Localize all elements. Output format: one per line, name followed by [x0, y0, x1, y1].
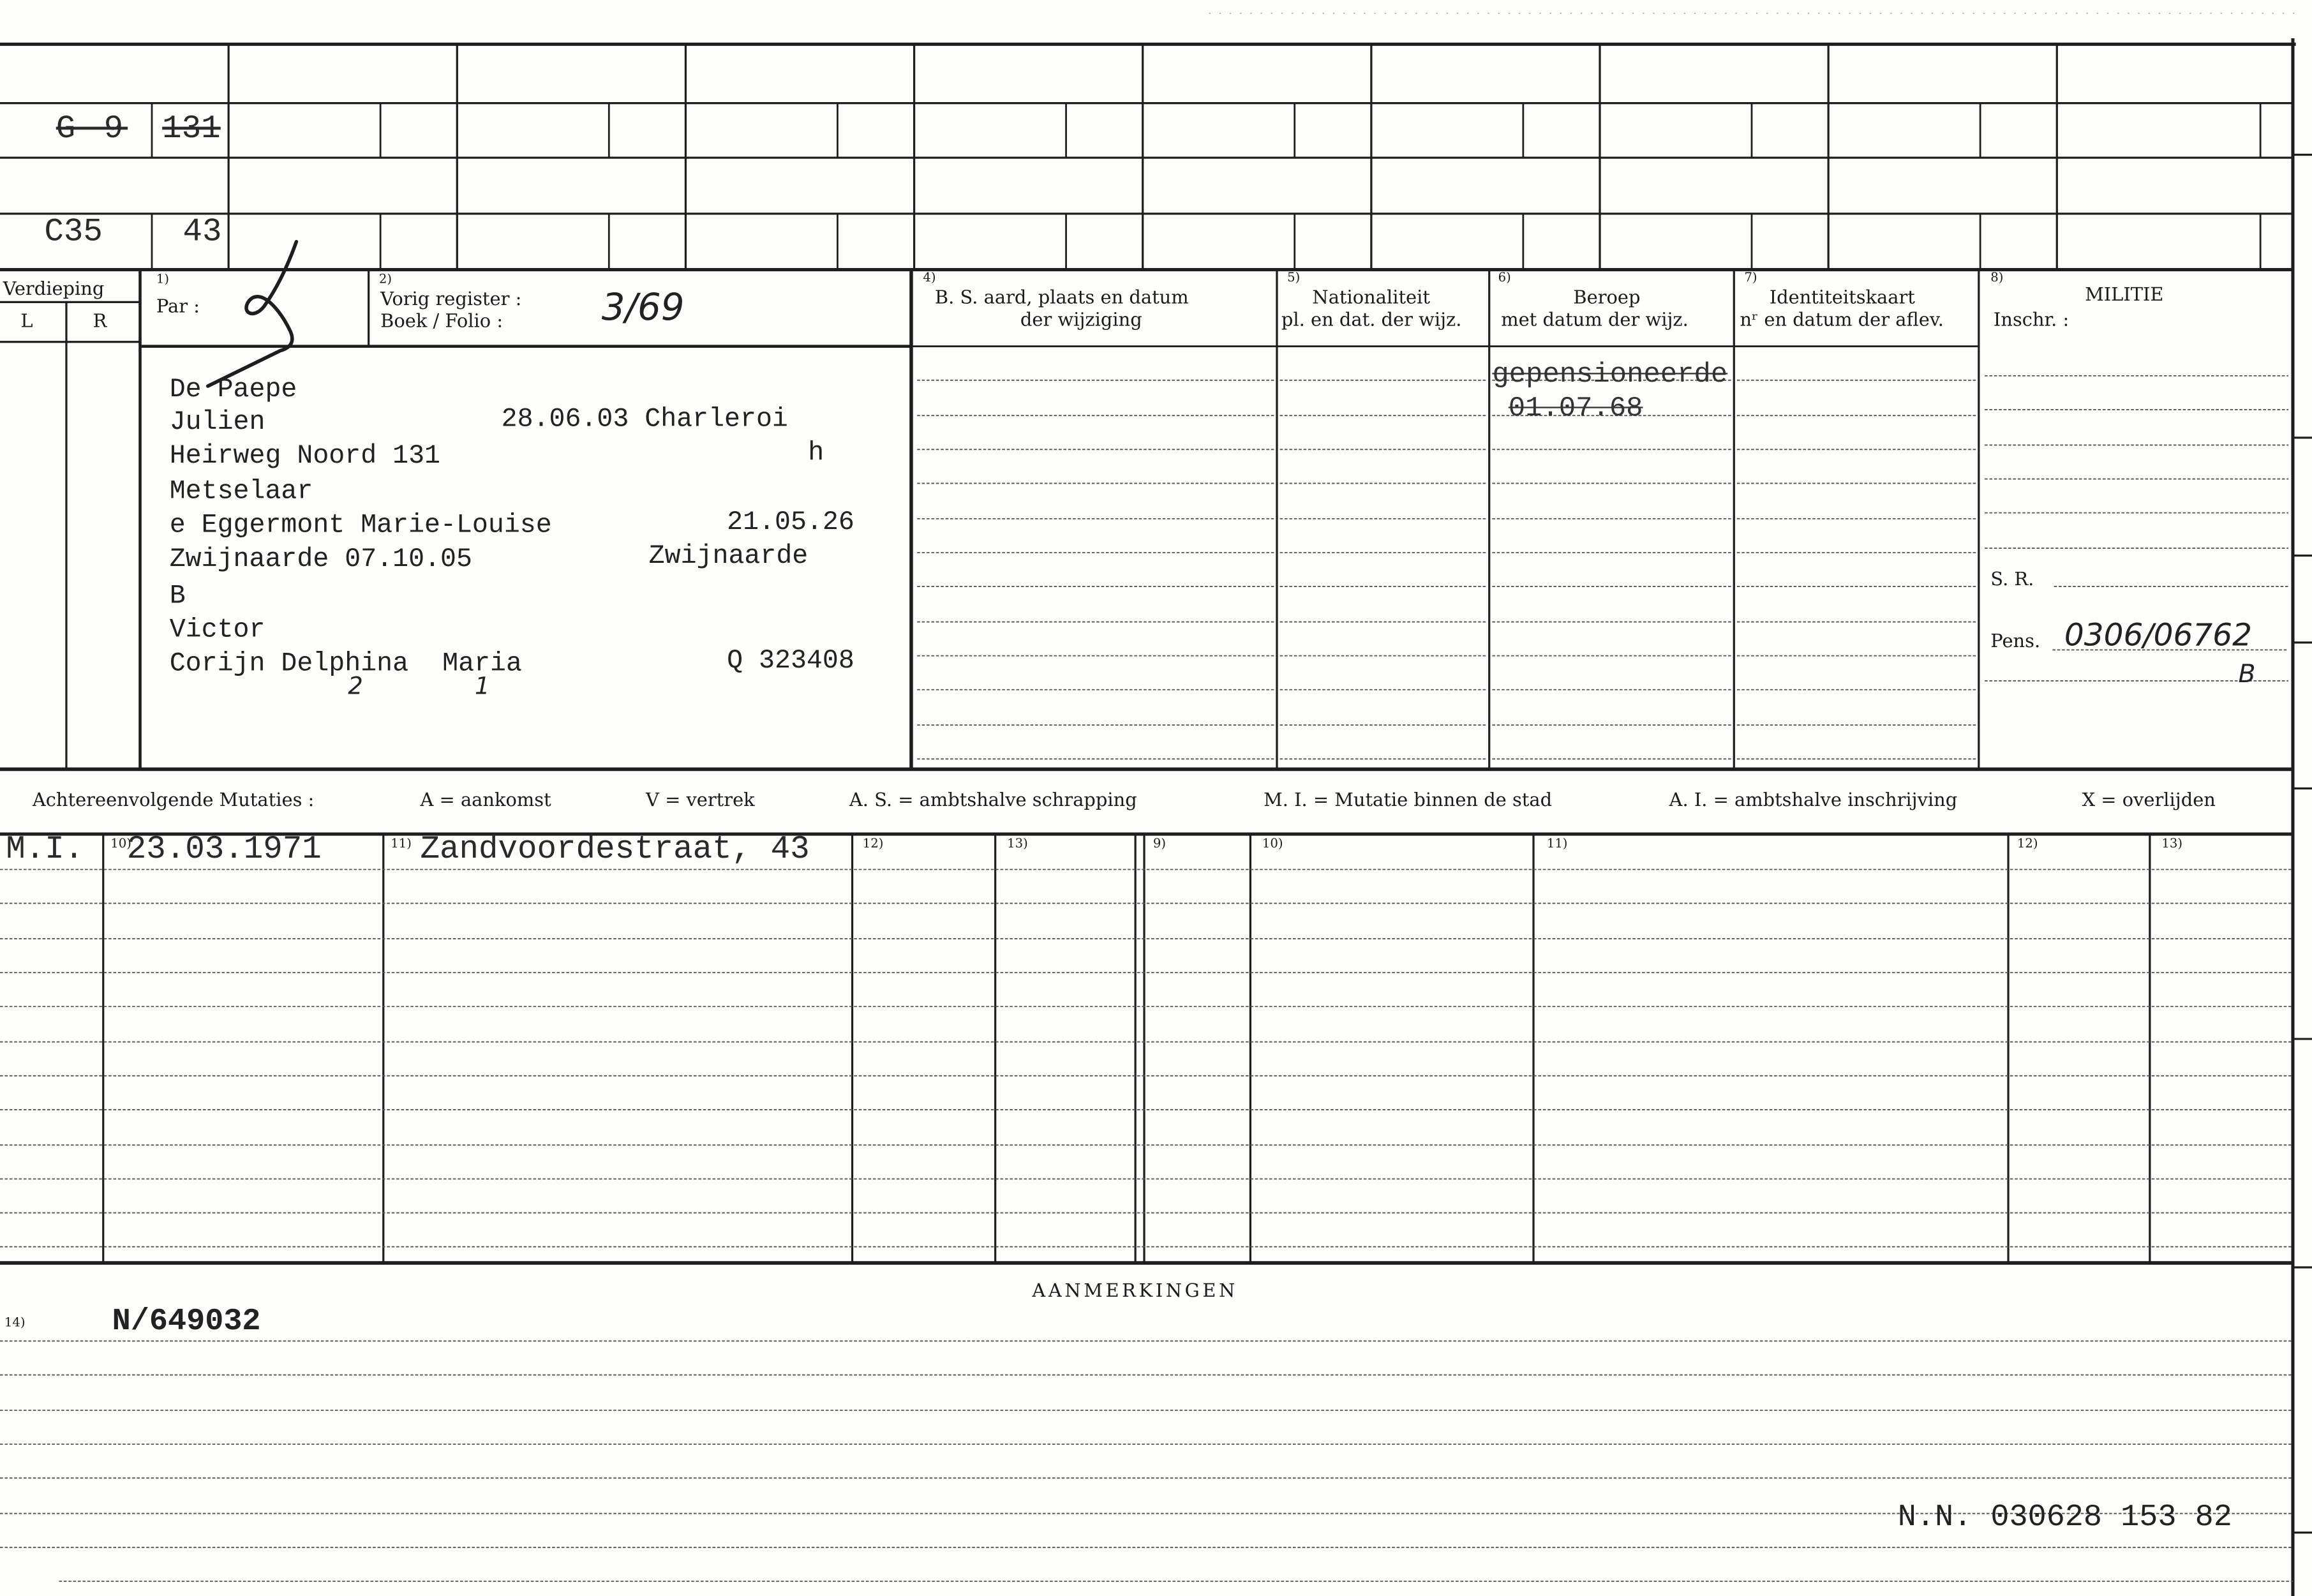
col2-register-label: Vorig register :: [380, 287, 522, 310]
militia-pension-label: Pens.: [1990, 629, 2041, 652]
person-marriage: Zwijnaarde 07.10.05: [169, 545, 472, 575]
mutation-col-number: 10): [1262, 837, 1283, 852]
mutation-col-number: 11): [391, 837, 412, 852]
person-surname: De Paepe: [169, 375, 297, 406]
col1-label: Par :: [156, 294, 200, 317]
col7-number: 7): [1744, 271, 1757, 287]
col4-heading-line1: B. S. aard, plaats en datum: [934, 286, 1189, 308]
mutation-col-number: 12): [2017, 837, 2038, 852]
mutation-type: M.I.: [6, 831, 84, 869]
person-id-number: Q 323408: [727, 646, 854, 676]
col1-number: 1): [156, 272, 170, 288]
person-occupation: Metselaar: [169, 477, 313, 507]
national-number: N.N. 030628 153 82: [1897, 1502, 2232, 1536]
col6-heading-line1: Beroep: [1573, 286, 1641, 308]
col5-heading-line1: Nationaliteit: [1312, 286, 1431, 308]
col4-number: 4): [923, 271, 936, 287]
floor-left-label: L: [20, 309, 33, 332]
remarks-note: N/649032: [112, 1306, 261, 1340]
legend-item-official-removal: A. S. = ambtshalve schrapping: [849, 788, 1137, 811]
handwritten-mark: [208, 242, 297, 386]
top-grid-code-c: C35: [44, 213, 103, 251]
col5-number: 5): [1287, 271, 1301, 287]
person-first-name: Julien: [169, 408, 265, 438]
col4-heading-line2: der wijziging: [1020, 308, 1142, 331]
top-grid-code-b: 131: [162, 110, 221, 147]
mutation-address: Zandvoordestraat, 43: [420, 831, 810, 869]
militia-pension-number: 0306/06762: [2064, 617, 2253, 653]
col6-heading-line2: met datum der wijz.: [1501, 308, 1689, 331]
mutation-col-number: 9): [1152, 837, 1167, 852]
legend-item-death: X = overlijden: [2082, 788, 2216, 811]
col2-folio-label: Boek / Folio :: [380, 309, 503, 332]
mutation-col-number: 11): [1546, 837, 1568, 852]
col8-title: MILITIE: [2085, 283, 2164, 306]
person-birth: 28.06.03 Charleroi: [501, 405, 788, 435]
col2-number: 2): [378, 272, 392, 288]
legend-item-internal-move: M. I. = Mutatie binnen de stad: [1264, 788, 1553, 811]
person-marriage-place: Zwijnaarde: [648, 542, 809, 572]
militia-pension-code: B: [2238, 660, 2256, 690]
militia-sr-label: S. R.: [1990, 567, 2034, 590]
legend-item-arrival: A = aankomst: [420, 788, 551, 811]
person-mother-second-name: Maria: [442, 650, 522, 680]
person-nationality: B: [169, 582, 186, 612]
mutation-col-number: 12): [862, 837, 884, 852]
person-address: Heirweg Noord 131: [169, 442, 441, 472]
person-father: Victor: [169, 616, 265, 646]
person-sex: h: [808, 439, 824, 469]
mutation-col-number: 13): [1007, 837, 1028, 852]
col2-value: 3/69: [601, 286, 685, 329]
top-grid-code-d: 43: [183, 213, 222, 251]
legend-item-official-registration: A. I. = ambtshalve inschrijving: [1669, 788, 1958, 811]
col7-heading-line1: Identiteitskaart: [1769, 286, 1915, 308]
occupation-value: gepensioneerde: [1492, 358, 1728, 391]
floor-right-label: R: [93, 309, 107, 332]
remarks-number: 14): [4, 1316, 26, 1331]
mutation-date: 23.03.1971: [126, 831, 322, 869]
col5-heading-line2: pl. en dat. der wijz.: [1281, 308, 1462, 331]
handwritten-order-mark-2: 2: [348, 672, 363, 700]
col7-heading-line2: nʳ en datum der aflev.: [1740, 308, 1944, 331]
person-spouse-birth-date: 21.05.26: [727, 508, 854, 538]
person-spouse: e Eggermont Marie-Louise: [169, 511, 552, 541]
person-mother-name: Corijn Delphina: [169, 650, 409, 680]
handwritten-order-mark-1: 1: [475, 672, 490, 700]
col8-label: Inschr. :: [1993, 308, 2070, 331]
col6-number: 6): [1498, 271, 1511, 287]
top-grid-code-a: G 9: [56, 110, 128, 147]
mutation-col-number: 10): [110, 837, 131, 852]
mutation-col-number: 13): [2161, 837, 2183, 852]
col8-number: 8): [1990, 271, 2004, 287]
occupation-date: 01.07.68: [1508, 392, 1643, 425]
floor-label: Verdieping: [3, 277, 105, 299]
legend-item-departure: V = vertrek: [646, 788, 755, 811]
remarks-title: AANMERKINGEN: [1032, 1279, 1238, 1302]
legend-title: Achtereenvolgende Mutaties :: [32, 788, 315, 811]
